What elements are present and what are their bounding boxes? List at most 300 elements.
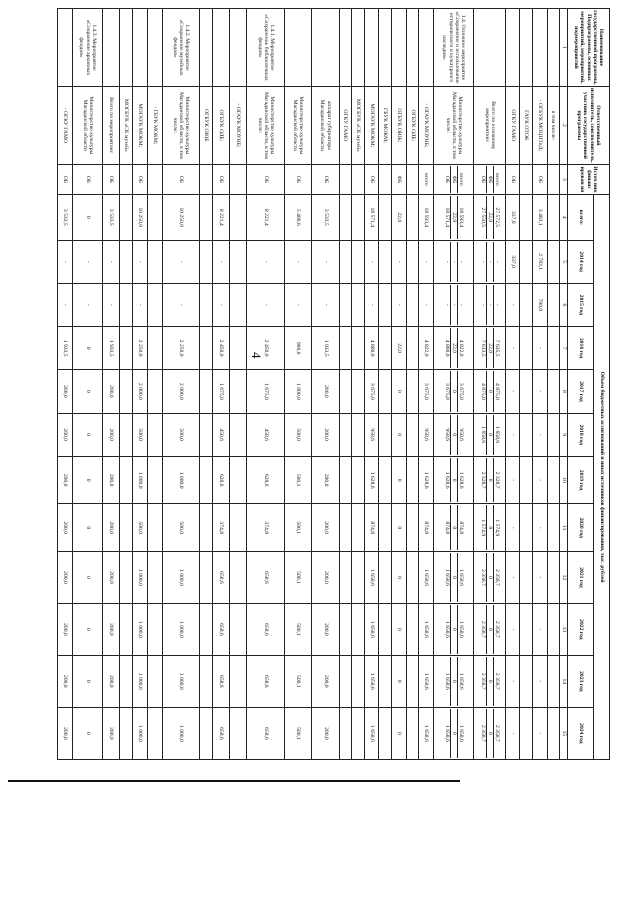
- row-value-cell: 200,0: [58, 603, 73, 655]
- row-value-cell: [200, 603, 212, 655]
- row-value-cell: [147, 240, 162, 283]
- row-value-cell: 500,0: [162, 413, 199, 456]
- table-row: [391, 9, 406, 760]
- row-responsible-cell: ГБУК МОКМ;: [379, 86, 391, 164]
- stacked-value: 2 328,7: [494, 471, 501, 489]
- stacked-value: 1 658,6: [494, 426, 501, 444]
- row-value-cell: 18 593,4: [419, 195, 434, 240]
- row-value-cell: [352, 456, 364, 504]
- row-value-cell: 0: [391, 552, 406, 604]
- column-number: 5: [560, 240, 568, 283]
- row-value-cell: 700,0: [532, 283, 547, 326]
- row-value-cell: [474, 603, 506, 655]
- row-value-cell: -: [532, 707, 547, 759]
- row-value-cell: 200,0: [312, 603, 339, 655]
- row-value-cell: [434, 603, 474, 655]
- row-value-cell: 0: [391, 707, 406, 759]
- row-value-cell: [147, 552, 162, 604]
- row-value-cell: [200, 370, 212, 413]
- row-value-cell: -: [132, 283, 147, 326]
- table-row: [147, 9, 162, 760]
- row-name-cell: 1.4.3. Мероприятие «Сохранение архивных фондов»: [73, 9, 103, 87]
- row-value-cell: -: [391, 283, 406, 326]
- row-name-cell: [406, 9, 418, 87]
- row-value-cell: [520, 504, 532, 552]
- row-value-cell: 0: [391, 456, 406, 504]
- row-value-cell: [406, 456, 418, 504]
- row-value-cell: 200,0: [103, 707, 120, 759]
- row-value-cell: [379, 707, 391, 759]
- row-value-cell: [120, 456, 132, 504]
- row-value-cell: -: [506, 370, 520, 413]
- stacked-value: 22,0: [451, 196, 458, 238]
- row-value-cell: [406, 707, 418, 759]
- row-value-cell: -: [162, 240, 199, 283]
- row-source-cell: ОБ: [212, 164, 229, 194]
- row-value-cell: -: [284, 240, 311, 283]
- row-value-cell: [200, 283, 212, 326]
- row-value-cell: 0: [73, 603, 103, 655]
- row-value-cell: -: [162, 283, 199, 326]
- stacked-value: 1 658,6: [458, 725, 465, 742]
- row-value-cell: -: [58, 283, 73, 326]
- row-value-cell: [120, 283, 132, 326]
- row-value-cell: [520, 707, 532, 759]
- row-value-cell: 1 628,6: [364, 456, 379, 504]
- row-value-cell: 200,0: [312, 655, 339, 707]
- row-value-cell: 500,1: [284, 655, 311, 707]
- stacked-value: 0: [487, 605, 494, 654]
- row-value-cell: 3 675,0: [364, 370, 379, 413]
- row-value-cell: [120, 707, 132, 759]
- stacked-value: -: [443, 242, 450, 282]
- header-year: 2020 год: [568, 504, 594, 552]
- row-value-cell: 374,8: [247, 504, 284, 552]
- row-value-cell: [339, 504, 351, 552]
- row-value-cell: [379, 504, 391, 552]
- row-value-cell: 200,0: [103, 456, 120, 504]
- row-value-cell: [339, 370, 351, 413]
- row-value-cell: [120, 195, 132, 240]
- table-row: [312, 9, 339, 760]
- row-responsible-cell: Министерство культуры Магаданской области: [284, 86, 311, 164]
- row-value-cell: 1 933,5: [312, 327, 339, 370]
- row-value-cell: [352, 603, 364, 655]
- row-name-cell: [339, 9, 351, 87]
- row-value-cell: -: [284, 283, 311, 326]
- row-value-cell: -: [532, 413, 547, 456]
- row-source-cell: ОБ: [532, 164, 547, 194]
- table-row: [200, 9, 212, 760]
- header-year: 2024 год: [568, 707, 594, 759]
- stacked-value: ОБ: [443, 166, 450, 193]
- row-value-cell: [230, 603, 247, 655]
- stacked-value: 0: [451, 657, 458, 706]
- stacked-value: -: [487, 242, 494, 282]
- budget-table-area: [57, 8, 610, 760]
- row-value-cell: 1 000,0: [162, 552, 199, 604]
- stacked-value: 1 658,6: [443, 553, 450, 602]
- stacked-value: 958,6: [443, 415, 450, 455]
- row-source-cell: [406, 164, 418, 194]
- row-source-cell: ОБ: [132, 164, 147, 194]
- stacked-value: 0: [451, 415, 458, 455]
- row-value-cell: [406, 327, 418, 370]
- row-value-cell: [200, 552, 212, 604]
- row-value-cell: [147, 707, 162, 759]
- row-value-cell: -: [391, 240, 406, 283]
- row-value-cell: 1 658,6: [364, 655, 379, 707]
- row-value-cell: -: [506, 655, 520, 707]
- row-value-cell: [120, 603, 132, 655]
- row-value-cell: 0: [73, 655, 103, 707]
- row-name-cell: [120, 9, 132, 87]
- row-source-cell: всего: [419, 164, 434, 194]
- row-value-cell: [474, 456, 506, 504]
- header-year: 2018 год: [568, 413, 594, 456]
- row-value-cell: 1 658,6: [419, 603, 434, 655]
- header-total: всего:: [568, 195, 594, 240]
- row-value-cell: [230, 456, 247, 504]
- column-number: 10: [560, 456, 568, 504]
- table-row: [103, 9, 120, 760]
- row-value-cell: -: [312, 283, 339, 326]
- row-value-cell: [406, 504, 418, 552]
- row-value-cell: 1 658,6: [364, 603, 379, 655]
- row-value-cell: 658,6: [247, 552, 284, 604]
- row-value-cell: 628,6: [212, 456, 229, 504]
- stacked-value: 4 875,0: [479, 371, 486, 411]
- table-row: [73, 9, 103, 760]
- header-year: 2019 год: [568, 456, 594, 504]
- row-name-cell: [379, 9, 391, 87]
- row-value-cell: [547, 327, 559, 370]
- row-value-cell: [474, 195, 506, 240]
- row-source-cell: ОБ: [247, 164, 284, 194]
- row-value-cell: [120, 552, 132, 604]
- row-value-cell: [547, 603, 559, 655]
- row-source-cell: ОБ: [364, 164, 379, 194]
- row-value-cell: 1 000,0: [132, 456, 147, 504]
- row-responsible-cell: ОГБУК ОЮБ;: [391, 86, 406, 164]
- row-name-cell: 1.4. Основное мероприятие «Сохранение и использование исторического и культурного наследия»: [434, 9, 474, 87]
- row-value-cell: 0: [73, 552, 103, 604]
- row-source-cell: ОБ: [284, 164, 311, 194]
- row-value-cell: 22,0: [391, 195, 406, 240]
- row-value-cell: [406, 413, 418, 456]
- row-value-cell: -: [506, 413, 520, 456]
- row-value-cell: [434, 370, 474, 413]
- row-value-cell: 0: [73, 413, 103, 456]
- row-value-cell: 1 658,6: [419, 655, 434, 707]
- row-name-cell: [230, 9, 247, 87]
- row-value-cell: [120, 655, 132, 707]
- stacked-value: -: [458, 260, 465, 263]
- header-year: 2014 год: [568, 240, 594, 283]
- row-value-cell: [547, 283, 559, 326]
- stacked-value: 3 675,0: [458, 383, 465, 400]
- header-responsible: Ответственный исполнитель, соисполнитель, участник государственной программы: [568, 86, 610, 164]
- row-value-cell: [379, 195, 391, 240]
- row-value-cell: -: [419, 240, 434, 283]
- row-value-cell: 8 221,4: [212, 195, 229, 240]
- row-value-cell: 200,0: [312, 456, 339, 504]
- row-value-cell: -: [247, 283, 284, 326]
- rotated-table-container: [57, 8, 610, 760]
- row-value-cell: 2 000,0: [132, 370, 147, 413]
- row-value-cell: 500,1: [284, 552, 311, 604]
- row-responsible-cell: Министерство культуры Магаданской области, в том числе:: [162, 86, 199, 164]
- table-row: [352, 9, 364, 760]
- row-value-cell: 200,0: [58, 552, 73, 604]
- row-source-cell: [474, 164, 506, 194]
- row-value-cell: [434, 413, 474, 456]
- stacked-value: всего: [494, 173, 501, 186]
- row-value-cell: [406, 603, 418, 655]
- row-value-cell: [434, 504, 474, 552]
- row-value-cell: [147, 327, 162, 370]
- stacked-value: 2 358,7: [494, 569, 501, 586]
- row-value-cell: 337,0: [506, 195, 520, 240]
- row-value-cell: -: [364, 283, 379, 326]
- row-value-cell: 874,8: [364, 504, 379, 552]
- row-value-cell: -: [364, 240, 379, 283]
- stacked-value: 0: [487, 505, 494, 550]
- row-source-cell: ОБ: [73, 164, 103, 194]
- row-value-cell: -: [532, 504, 547, 552]
- row-value-cell: -: [419, 283, 434, 326]
- stacked-value: 874,8: [443, 505, 450, 550]
- column-number: 1: [560, 9, 568, 87]
- row-value-cell: [147, 370, 162, 413]
- table-row: [406, 9, 418, 760]
- row-value-cell: [339, 195, 351, 240]
- row-value-cell: [547, 195, 559, 240]
- row-value-cell: -: [312, 240, 339, 283]
- row-value-cell: [200, 655, 212, 707]
- table-row: [434, 9, 474, 760]
- stacked-value: 2 358,7: [494, 672, 501, 690]
- stacked-value: 0: [451, 458, 458, 503]
- column-number: 8: [560, 370, 568, 413]
- row-value-cell: [230, 195, 247, 240]
- row-value-cell: [147, 603, 162, 655]
- stacked-value: 27 550,5: [479, 196, 486, 238]
- column-number: 4: [560, 195, 568, 240]
- row-value-cell: [120, 504, 132, 552]
- row-value-cell: [406, 552, 418, 604]
- row-value-cell: [379, 413, 391, 456]
- header-year: 2021 год: [568, 552, 594, 604]
- row-value-cell: 1 658,6: [364, 552, 379, 604]
- row-value-cell: [379, 327, 391, 370]
- row-value-cell: 200,0: [58, 456, 73, 504]
- stacked-value: -: [479, 242, 486, 282]
- row-source-cell: [230, 164, 247, 194]
- row-value-cell: 1 658,6: [419, 707, 434, 759]
- row-value-cell: 200,0: [58, 655, 73, 707]
- row-value-cell: [120, 327, 132, 370]
- row-name-cell: [212, 9, 229, 87]
- row-value-cell: [352, 413, 364, 456]
- row-value-cell: -: [506, 707, 520, 759]
- row-value-cell: [520, 413, 532, 456]
- row-value-cell: [474, 655, 506, 707]
- row-value-cell: 1 000,0: [162, 456, 199, 504]
- row-value-cell: 200,0: [103, 370, 120, 413]
- stacked-value: 0: [487, 657, 494, 706]
- row-responsible-cell: - ОГБУК МОЦНТиД;: [532, 86, 547, 164]
- stacked-value: 0: [451, 605, 458, 654]
- row-value-cell: 374,8: [212, 504, 229, 552]
- row-value-cell: 500,1: [284, 707, 311, 759]
- row-value-cell: -: [247, 240, 284, 283]
- row-value-cell: [147, 195, 162, 240]
- stacked-value: 4 800,0: [443, 328, 450, 368]
- row-value-cell: 2 250,0: [162, 327, 199, 370]
- row-value-cell: [352, 655, 364, 707]
- header-year: 2017 год: [568, 370, 594, 413]
- row-value-cell: 0: [73, 456, 103, 504]
- stacked-value: 0: [487, 458, 494, 503]
- row-source-cell: [200, 164, 212, 194]
- row-source-cell: [120, 164, 132, 194]
- row-name-cell: [547, 9, 559, 87]
- row-value-cell: [474, 370, 506, 413]
- row-value-cell: [339, 552, 351, 604]
- row-value-cell: 2 450,0: [247, 327, 284, 370]
- stacked-value: 22,0: [487, 328, 494, 368]
- stacked-value: 0: [487, 415, 494, 455]
- row-value-cell: -: [506, 456, 520, 504]
- row-responsible-cell: Всего по мероприятию:: [103, 86, 120, 164]
- row-value-cell: [200, 240, 212, 283]
- row-responsible-cell: ОГКУ ГАМО: [506, 86, 520, 164]
- row-value-cell: 2 000,0: [162, 370, 199, 413]
- row-source-cell: [352, 164, 364, 194]
- row-source-cell: [434, 164, 474, 194]
- stacked-value: 0: [451, 505, 458, 550]
- stacked-value: 874,8: [458, 521, 465, 535]
- column-number: 9: [560, 413, 568, 456]
- column-number: 2: [560, 86, 568, 164]
- row-value-cell: [474, 240, 506, 283]
- row-name-cell: 1.4.2. Мероприятие «Сохранение музейных фондов»: [162, 9, 199, 87]
- row-value-cell: [352, 504, 364, 552]
- row-value-cell: [434, 283, 474, 326]
- row-name-cell: [391, 9, 406, 87]
- row-value-cell: 658,6: [212, 707, 229, 759]
- row-value-cell: 200,0: [103, 413, 120, 456]
- row-value-cell: 0: [73, 327, 103, 370]
- stacked-value: 0: [487, 371, 494, 411]
- row-value-cell: 3 533,5: [103, 195, 120, 240]
- stacked-value: 1 658,6: [458, 569, 465, 586]
- row-name-cell: [132, 9, 147, 87]
- row-value-cell: [339, 413, 351, 456]
- row-value-cell: 658,6: [212, 552, 229, 604]
- row-source-cell: [547, 164, 559, 194]
- stacked-value: ФБ: [487, 166, 494, 193]
- stacked-value: -: [494, 260, 501, 263]
- row-value-cell: 658,6: [247, 603, 284, 655]
- row-name-cell: [364, 9, 379, 87]
- row-name-cell: [103, 9, 120, 87]
- row-value-cell: 10 250,0: [132, 195, 147, 240]
- row-responsible-cell: МОГБУК «СК музей»: [120, 86, 132, 164]
- row-value-cell: 658,6: [212, 603, 229, 655]
- row-value-cell: [352, 370, 364, 413]
- row-source-cell: [379, 164, 391, 194]
- row-value-cell: 1 000,0: [284, 370, 311, 413]
- row-responsible-cell: Министерство культуры Магаданской области: [73, 86, 103, 164]
- row-value-cell: [434, 655, 474, 707]
- stacked-value: 0: [451, 709, 458, 758]
- row-value-cell: [474, 552, 506, 604]
- row-value-cell: [352, 327, 364, 370]
- row-value-cell: 18 571,4: [364, 195, 379, 240]
- row-responsible-cell: МОГАУК МОКМ;: [132, 86, 147, 164]
- row-value-cell: [520, 456, 532, 504]
- table-row: [474, 9, 506, 760]
- row-value-cell: -: [532, 370, 547, 413]
- stacked-value: 0: [487, 553, 494, 602]
- row-value-cell: 200,0: [312, 552, 339, 604]
- column-number: 13: [560, 603, 568, 655]
- row-value-cell: 1 000,0: [162, 707, 199, 759]
- row-responsible-cell: в том числе:: [547, 86, 559, 164]
- row-value-cell: [147, 456, 162, 504]
- row-value-cell: -: [506, 552, 520, 604]
- row-value-cell: [379, 552, 391, 604]
- row-value-cell: [547, 370, 559, 413]
- row-name-cell: [520, 9, 532, 87]
- row-responsible-cell: - ОГАУК МОУНБ;: [419, 86, 434, 164]
- row-value-cell: 3 675,0: [419, 370, 434, 413]
- column-number: 14: [560, 655, 568, 707]
- stacked-value: 4 822,0: [458, 339, 465, 357]
- row-value-cell: -: [506, 603, 520, 655]
- row-value-cell: 1 628,6: [419, 456, 434, 504]
- row-value-cell: -: [506, 327, 520, 370]
- stacked-value: -: [451, 242, 458, 282]
- row-value-cell: -: [212, 283, 229, 326]
- row-value-cell: [120, 370, 132, 413]
- row-source-cell: ОБ: [312, 164, 339, 194]
- row-value-cell: [339, 655, 351, 707]
- row-value-cell: 500,0: [132, 413, 147, 456]
- row-value-cell: [147, 283, 162, 326]
- table-row: [419, 9, 434, 760]
- stacked-value: 0: [451, 371, 458, 411]
- row-value-cell: [547, 552, 559, 604]
- table-row: [247, 9, 284, 760]
- row-responsible-cell: - ГБУК МОКМ;: [147, 86, 162, 164]
- row-value-cell: 1 000,0: [132, 707, 147, 759]
- row-value-cell: [230, 327, 247, 370]
- row-value-cell: -: [506, 283, 520, 326]
- row-value-cell: [379, 240, 391, 283]
- row-value-cell: [520, 327, 532, 370]
- stacked-value: 2 358,7: [479, 553, 486, 602]
- row-value-cell: [520, 655, 532, 707]
- budget-table: [57, 8, 610, 760]
- stacked-value: 2 328,7: [479, 458, 486, 503]
- row-value-cell: 500,0: [132, 504, 147, 552]
- row-value-cell: [434, 195, 474, 240]
- row-value-cell: [406, 283, 418, 326]
- row-value-cell: [547, 456, 559, 504]
